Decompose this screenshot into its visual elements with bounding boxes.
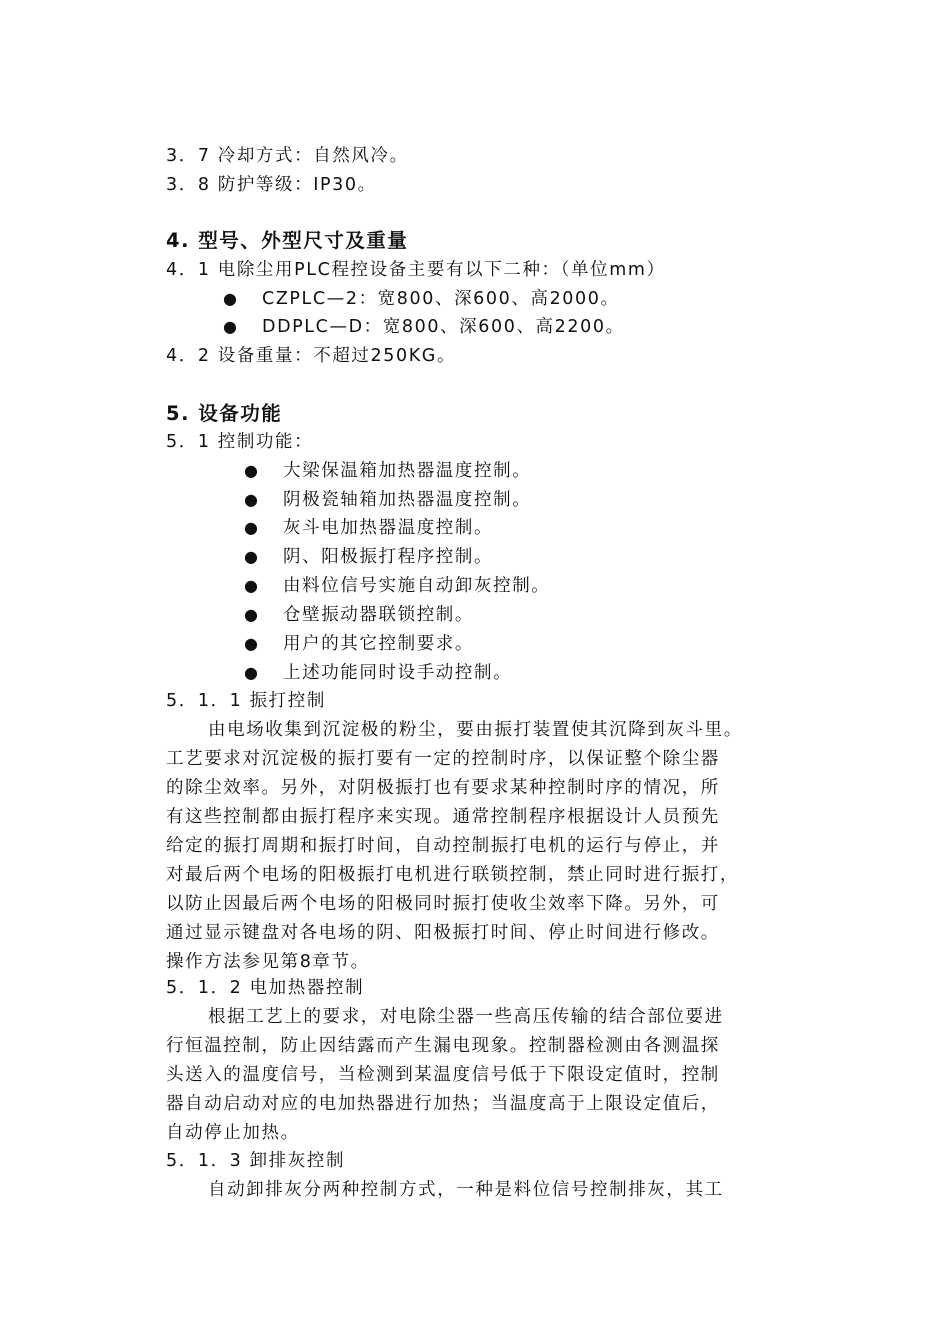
function-item: 用户的其它控制要求。 bbox=[283, 634, 474, 654]
paragraph-line: 由电场收集到沉淀极的粉尘，要由振打装置使其沉降到灰斗里。 bbox=[208, 720, 743, 740]
paragraph-line: 对最后两个电场的阳极振打电机进行联锁控制，禁止同时进行振打， bbox=[166, 865, 739, 885]
bullet-icon: ● bbox=[244, 461, 260, 480]
function-item: 阴极瓷轴箱加热器温度控制。 bbox=[283, 490, 532, 510]
paragraph-line: 给定的振打周期和振打时间，自动控制振打电机的运行与停止，并 bbox=[166, 836, 720, 856]
paragraph-line: 工艺要求对沉淀极的振打要有一定的控制时序，以保证整个除尘器 bbox=[166, 749, 720, 769]
bullet-icon: ● bbox=[223, 317, 239, 336]
section-4-heading: 4. 型号、外型尺寸及重量 bbox=[166, 229, 409, 252]
bullet-icon: ● bbox=[244, 663, 260, 682]
paragraph-line: 行恒温控制，防止因结露而产生漏电现象。控制器检测由各测温探 bbox=[166, 1036, 720, 1056]
item-4-2: 4．2 设备重量：不超过250KG。 bbox=[166, 346, 457, 366]
function-item: 仓壁振动器联锁控制。 bbox=[283, 605, 474, 625]
paragraph-heater-control bbox=[166, 1003, 806, 1148]
item-3-7-cooling: 3．7 冷却方式：自然风冷。 bbox=[166, 146, 409, 166]
paragraph-ash-discharge-control bbox=[166, 1176, 806, 1205]
paragraph-line: 的除尘效率。另外，对阴极振打也有要求某种控制时序的情况，所 bbox=[166, 778, 720, 798]
bullet-icon: ● bbox=[244, 576, 260, 595]
bullet-icon: ● bbox=[244, 605, 260, 624]
function-item: 灰斗电加热器温度控制。 bbox=[283, 518, 494, 538]
item-5-1-2: 5．1．2 电加热器控制 bbox=[166, 978, 365, 998]
paragraph-line: 通过显示键盘对各电场的阴、阳极振打时间、停止时间进行修改。 bbox=[166, 923, 720, 943]
model-item: DDPLC—D：宽800、深600、高2200。 bbox=[262, 317, 625, 337]
paragraph-line: 根据工艺上的要求，对电除尘器一些高压传输的结合部位要进 bbox=[208, 1007, 724, 1027]
function-item: 大梁保温箱加热器温度控制。 bbox=[283, 461, 532, 481]
item-4-1: 4．1 电除尘用PLC程控设备主要有以下二种：（单位mm） bbox=[166, 260, 666, 280]
function-item: 阴、阳极振打程序控制。 bbox=[283, 547, 494, 567]
paragraph-line: 有这些控制都由振打程序来实现。通常控制程序根据设计人员预先 bbox=[166, 807, 720, 827]
function-item: 由料位信号实施自动卸灰控制。 bbox=[283, 576, 551, 596]
item-5-1: 5．1 控制功能： bbox=[166, 432, 314, 452]
paragraph-rapping-control bbox=[166, 716, 806, 977]
bullet-icon: ● bbox=[244, 634, 260, 653]
paragraph-line: 器自动启动对应的电加热器进行加热；当温度高于上限设定值后， bbox=[166, 1094, 720, 1114]
function-item: 上述功能同时设手动控制。 bbox=[283, 663, 513, 683]
section-5-heading: 5. 设备功能 bbox=[166, 402, 283, 425]
paragraph-line: 自动停止加热。 bbox=[166, 1123, 300, 1143]
bullet-icon: ● bbox=[244, 547, 260, 566]
item-3-8-protection: 3．8 防护等级：IP30。 bbox=[166, 175, 377, 195]
item-5-1-3: 5．1．3 卸排灰控制 bbox=[166, 1151, 346, 1171]
paragraph-line: 自动卸排灰分两种控制方式，一种是料位信号控制排灰，其工 bbox=[208, 1180, 724, 1200]
bullet-icon: ● bbox=[244, 518, 260, 537]
bullet-icon: ● bbox=[244, 490, 260, 509]
bullet-icon: ● bbox=[223, 289, 239, 308]
model-item: CZPLC—2：宽800、深600、高2000。 bbox=[262, 289, 620, 309]
paragraph-line: 操作方法参见第8章节。 bbox=[166, 952, 370, 972]
paragraph-line: 以防止因最后两个电场的阳极同时振打使收尘效率下降。另外，可 bbox=[166, 894, 720, 914]
paragraph-line: 头送入的温度信号，当检测到某温度信号低于下限设定值时，控制 bbox=[166, 1065, 720, 1085]
item-5-1-1: 5．1．1 振打控制 bbox=[166, 691, 326, 711]
